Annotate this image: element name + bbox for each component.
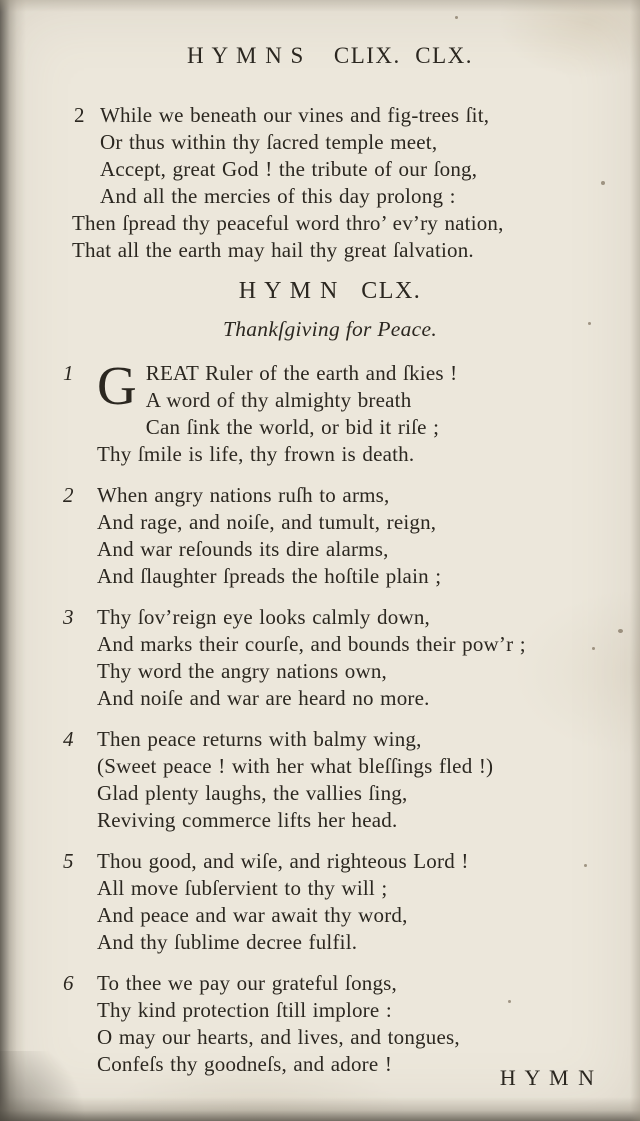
verse-line: (Sweet peace ! with her what bleſſings fled !) — [97, 754, 494, 778]
verse-line: Then ſpread thy peaceful word thro’ ev’ry nation, — [72, 211, 504, 235]
verse-line: And marks their courſe, and bounds their pow’r ; — [97, 632, 526, 656]
verse-line: Thy kind protection ſtill implore : — [97, 998, 392, 1022]
drop-cap-letter: G — [97, 355, 137, 416]
verse-line: And peace and war await thy word, — [97, 903, 408, 927]
continuation-stanza — [72, 102, 588, 264]
stanza-number: 6 — [63, 971, 74, 995]
verse-line: Thy word the angry nations own, — [97, 659, 387, 683]
stanza-number: 5 — [63, 849, 74, 873]
stanza-6 — [63, 970, 588, 1078]
verse-line: Reviving commerce lifts her head. — [97, 808, 398, 832]
ink-speck — [455, 16, 458, 19]
verse-line: Thy ſov’reign eye looks calmly down, — [97, 605, 430, 629]
stanza-number: 2 — [63, 483, 74, 507]
ink-speck — [508, 1000, 511, 1003]
verse-line: All move ſubſervient to thy will ; — [97, 876, 388, 900]
verse-line: A word of thy almighty breath — [145, 388, 412, 412]
stanza-body — [97, 355, 588, 468]
scan-edge-left — [0, 0, 26, 1121]
verse-line: And ſlaughter ſpreads the hoſtile plain ; — [97, 564, 442, 588]
verse-line: To thee we pay our grateful ſongs, — [97, 971, 397, 995]
stanza-number: 1 — [63, 361, 74, 385]
verse-line: Glad plenty laughs, the vallies ſing, — [97, 781, 408, 805]
catchword: H Y M N — [499, 1065, 596, 1090]
stanza-body — [97, 848, 588, 956]
verse-line: And noiſe and war are heard no more. — [97, 686, 430, 710]
stanza-number: 3 — [63, 605, 74, 629]
stanza-4 — [63, 726, 588, 834]
verse-line: REAT Ruler of the earth and ſkies ! — [145, 361, 458, 385]
scan-edge-top — [0, 0, 640, 12]
verse-line: Can ſink the world, or bid it riſe ; — [145, 415, 440, 439]
verse-line: And thy ſublime decree fulfil. — [97, 930, 358, 954]
verse-line: Confeſs thy goodneſs, and adore ! — [97, 1052, 393, 1076]
verse-line: Then peace returns with balmy wing, — [97, 727, 422, 751]
stanza-body — [72, 102, 588, 264]
stanza-5 — [63, 848, 588, 956]
verse-line: And rage, and noiſe, and tumult, reign, — [97, 510, 437, 534]
stanza-body — [97, 604, 588, 712]
verse-line: And all the mercies of this day prolong : — [100, 184, 456, 208]
verse-line: And war reſounds its dire alarms, — [97, 537, 389, 561]
ink-speck — [584, 864, 587, 867]
stanza-number: 4 — [63, 727, 74, 751]
stanza-body — [97, 970, 588, 1078]
scan-edge-bottom — [0, 1097, 640, 1121]
ink-speck — [601, 181, 605, 185]
verse-line: When angry nations ruſh to arms, — [97, 483, 390, 507]
verse-line: While we beneath our vines and fig-trees ſit, — [100, 103, 490, 127]
stanza-number: 2 — [74, 103, 85, 127]
stanza-body — [97, 482, 588, 590]
verse-line: Or thus within thy ſacred temple meet, — [100, 130, 438, 154]
stanza-1 — [63, 355, 588, 468]
verse-line: Thou good, and wiſe, and righteous Lord ! — [97, 849, 469, 873]
verse-line: That all the earth may hail thy great ſalvation. — [72, 238, 474, 262]
verse-line: O may our hearts, and lives, and tongues, — [97, 1025, 460, 1049]
ink-speck — [618, 629, 623, 633]
hymn-subtitle: Thankſgiving for Peace. — [222, 317, 438, 341]
ink-speck — [592, 647, 595, 650]
stanza-body — [97, 726, 588, 834]
stanza-3 — [63, 604, 588, 712]
ink-speck — [588, 322, 591, 325]
scan-edge-right — [630, 0, 640, 1121]
running-title: H Y M N S CLIX. CLX. — [186, 43, 474, 68]
verse-line: Thy ſmile is life, thy frown is death. — [97, 442, 415, 466]
stanza-2 — [63, 482, 588, 590]
verse-line: Accept, great God ! the tribute of our ſong, — [100, 157, 478, 181]
hymn-heading: H Y M N CLX. — [238, 278, 422, 304]
